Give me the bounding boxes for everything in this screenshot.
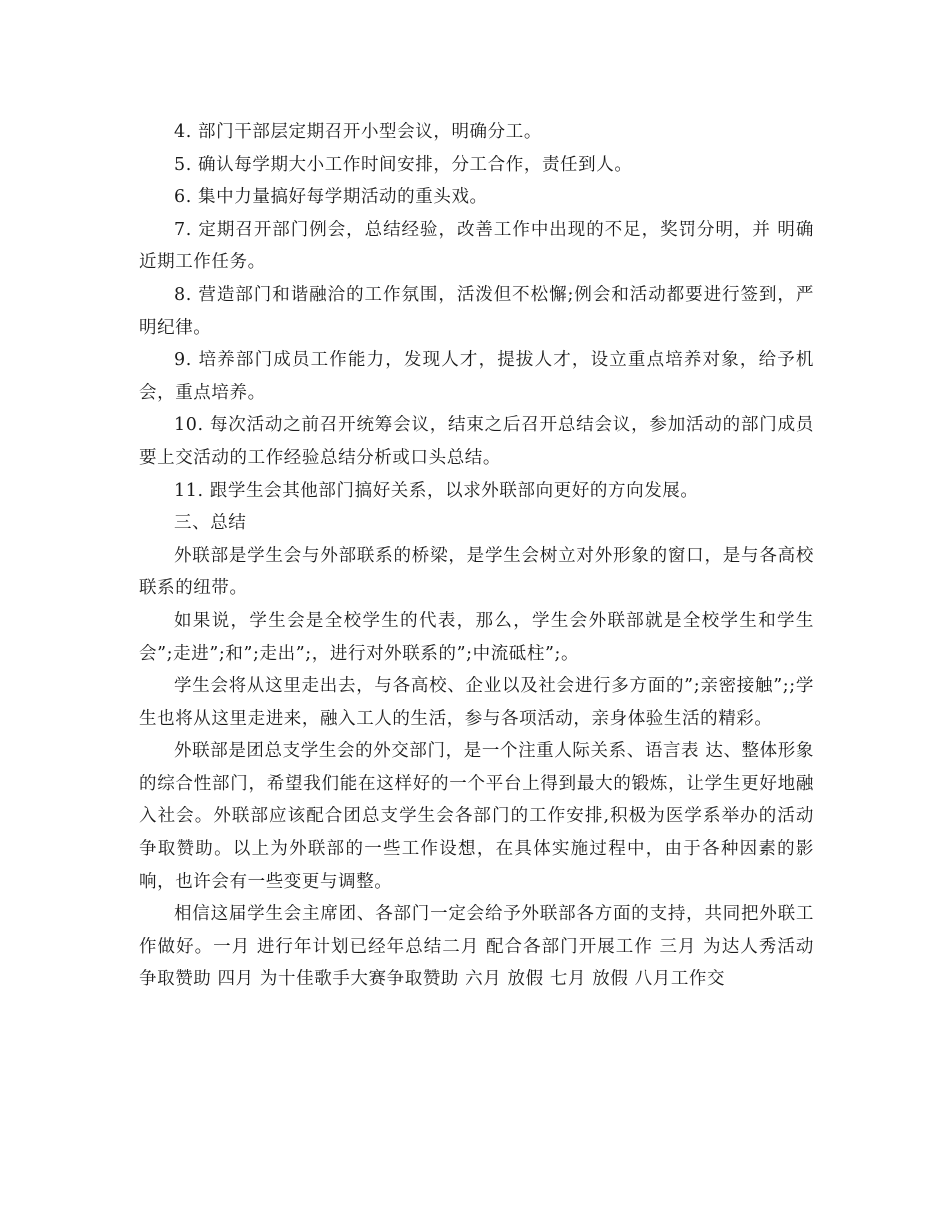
paragraph-item-11: 11. 跟学生会其他部门搞好关系，以求外联部向更好的方向发展。 [174, 480, 699, 501]
paragraph-item-10: 10. 每次活动之前召开统筹会议，结束之后召开总结会议，参加活动的部门成员要上交活动的工作经验总结分析或口头总结。 [139, 415, 814, 468]
paragraph-item-7: 7. 定期召开部门例会，总结经验，改善工作中出现的不足，奖罚分明，并 明确近期工作任务。 [139, 219, 814, 273]
paragraph-item-4: 4. 部门干部层定期召开小型会议，明确分工。 [174, 122, 542, 142]
summary-paragraph: 学生会将从这里走出去，与各高校、企业以及社会进行多方面的”;亲密接触”;;学生也将从这里走进来，融入工人的生活，参与各项活动，亲身体验生活的精彩。 [139, 676, 814, 729]
summary-paragraph: 相信这届学生会主席团、各部门一定会给予外联部各方面的支持，共同把外联工作做好。一月 进行年计划已经年总结二月 配合各部门开展工作 三月 为达人秀活动 争取赞助 四月 为十佳歌手大赛争取赞助 六月 放假 七月 放假 八月工作交 [139, 904, 814, 990]
summary-paragraph: 如果说，学生会是全校学生的代表，那么，学生会外联部就是全校学生和学生会”;走进”;和”;走出”;，进行对外联系的”;中流砥柱”;。 [139, 610, 814, 664]
paragraph-item-6: 6. 集中力量搞好每学期活动的重头戏。 [174, 187, 488, 208]
section-heading-summary: 三、总结 [174, 513, 247, 534]
document-body [139, 116, 814, 996]
paragraph-item-8: 8. 营造部门和谐融洽的工作氛围，活泼但不松懈;例会和活动都要进行签到，严明纪律。 [139, 284, 814, 338]
summary-paragraph: 外联部是团总支学生会的外交部门，是一个注重人际关系、语言表 达、整体形象的综合性部门，希望我们能在这样好的一个平台上得到最大的锻炼，让学生更好地融入社会。外联部应该配合团总支学生会各部门的工作安排,积极为医学系举办的活动争取赞助。以上为外联部的一些工作设想，在具体实施过程中，由于各种因素的影响，也许会有一些变更与调整。 [139, 741, 814, 892]
paragraph-item-9: 9. 培养部门成员工作能力，发现人才，提拔人才，设立重点培养对象，给予机会，重点培养。 [139, 350, 814, 403]
summary-paragraph: 外联部是学生会与外部联系的桥梁，是学生会树立对外形象的窗口，是与各高校联系的纽带。 [139, 545, 814, 599]
paragraph-item-5: 5. 确认每学期大小工作时间安排，分工合作，责任到人。 [174, 154, 633, 175]
